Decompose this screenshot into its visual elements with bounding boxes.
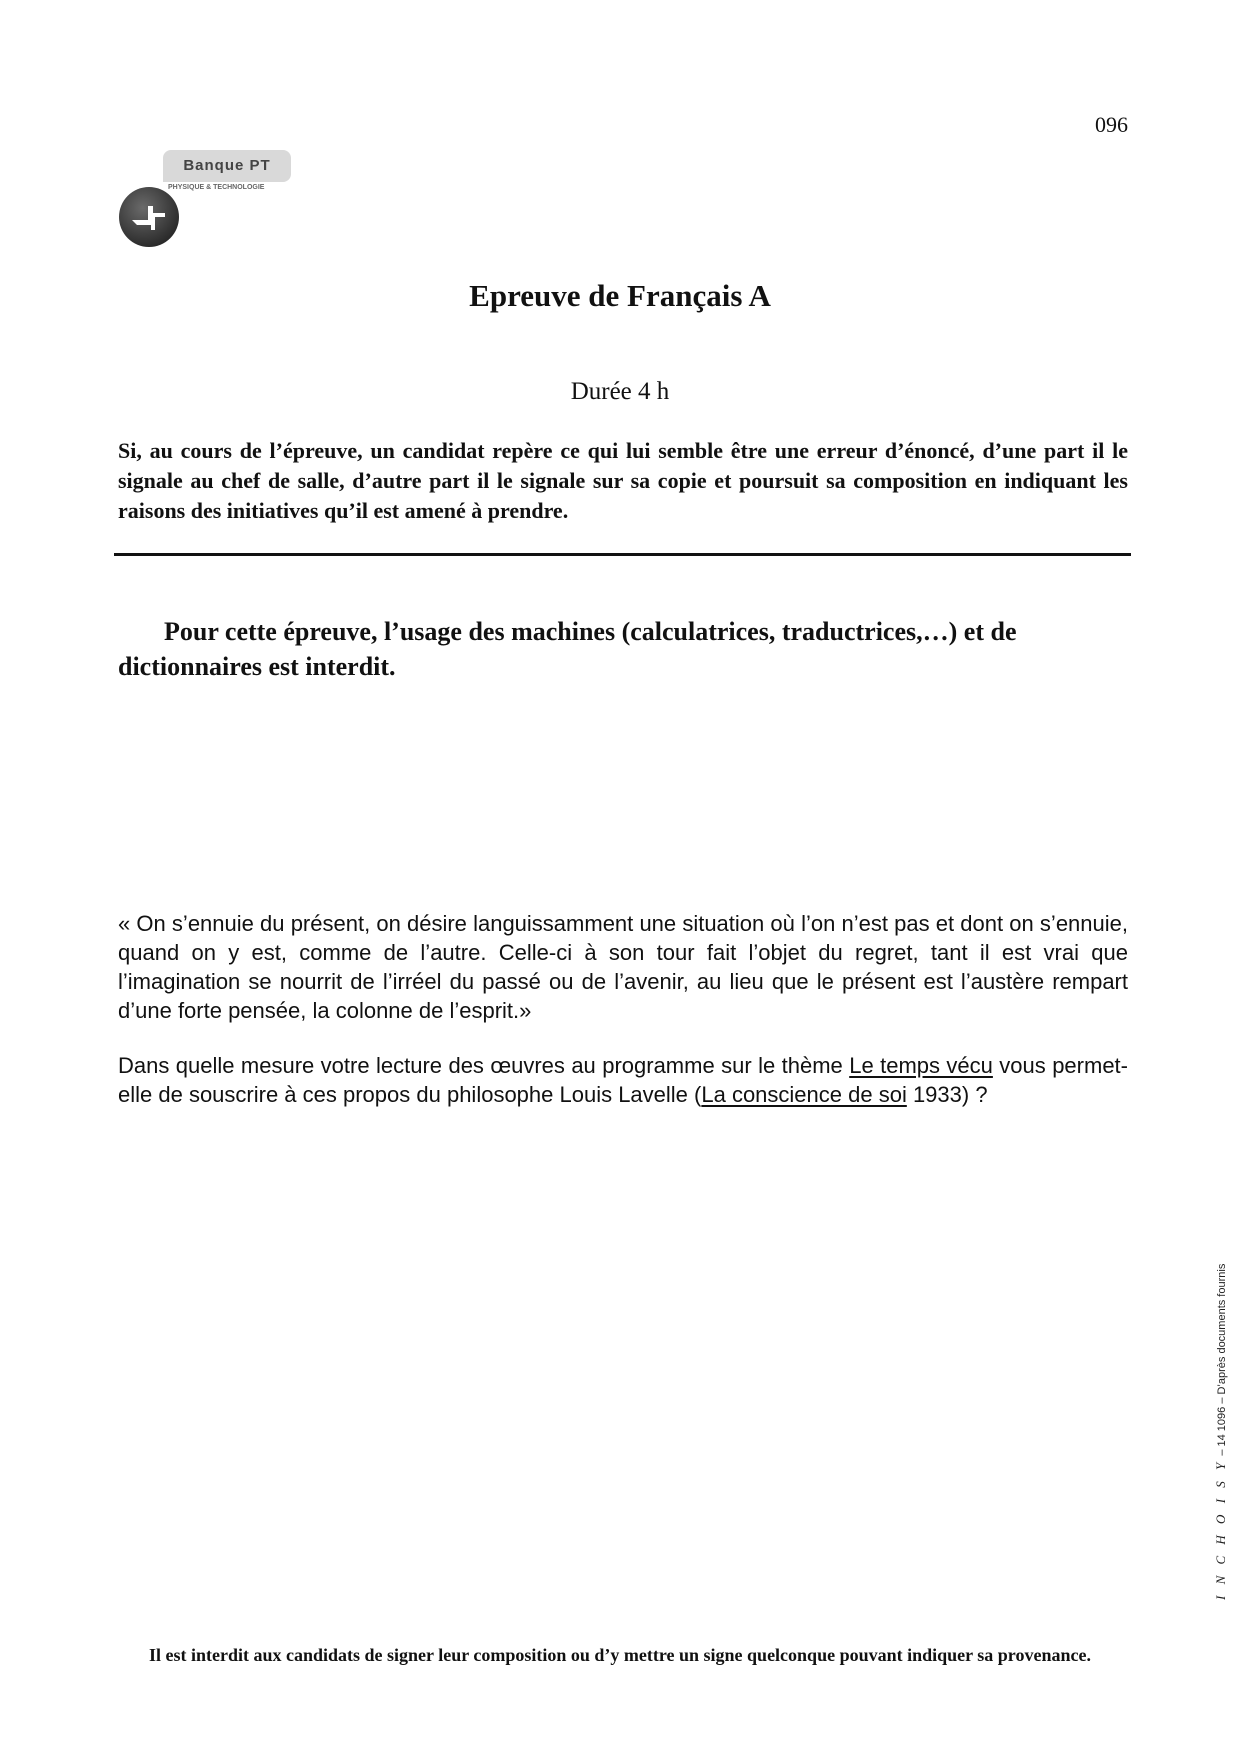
logo-emblem-icon xyxy=(118,186,180,248)
divider xyxy=(114,553,1131,556)
page-number: 096 xyxy=(1095,112,1128,137)
footer-notice: Il est interdit aux candidats de signer leur composition ou d’y mettre un signe quelconque pouvant indiquer sa provenance. xyxy=(149,1645,1091,1665)
theme-title: Le temps vécu xyxy=(849,1053,993,1078)
printer-mark xyxy=(1213,1264,1229,1600)
question-text-1: Dans quelle mesure votre lecture des œuvres au programme sur le thème xyxy=(118,1053,850,1078)
question-paragraph xyxy=(118,1051,1128,1109)
machines-rule: Pour cette épreuve, l’usage des machines (calculatrices, traductrices,…) et de dictionnaires est interdit. xyxy=(118,617,1017,681)
question-text-3: 1933) ? xyxy=(906,1082,988,1107)
banque-pt-logo xyxy=(118,150,298,250)
printer-name: I N C H O I S Y xyxy=(1213,1458,1228,1600)
quote-paragraph: « On s’ennuie du présent, on désire languissamment une situation où l’on n’est pas et dont on s’ennuie, quand on y est, comme de l’autre. Celle-ci à son tour fait l’objet du regret, tant il est vrai que l’imagination se nourrit de l’irréel du passé ou de l’avenir, au lieu que le présent est l’austère rempart d’une forte pensée, la colonne de l’esprit.» xyxy=(118,911,1128,1023)
exam-title: Epreuve de Français A xyxy=(469,278,771,313)
error-notice: Si, au cours de l’épreuve, un candidat repère ce qui lui semble être une erreur d’énoncé, d’une part il le signale au chef de salle, d’autre part il le signale sur sa copie et poursuit sa composition en indiquant les raisons des initiatives qu’il est amené à prendre. xyxy=(118,438,1128,523)
logo-subtitle: PHYSIQUE & TECHNOLOGIE xyxy=(168,184,265,191)
printer-reference: – 14 1096 – D’après documents fournis xyxy=(1216,1263,1228,1459)
question-text-2: vous permet-elle de souscrire à ces propos du philosophe Louis Lavelle ( xyxy=(118,1053,1128,1107)
work-title: La conscience de soi xyxy=(701,1082,907,1107)
exam-duration: Durée 4 h xyxy=(570,378,670,405)
logo-label: Banque PT xyxy=(163,150,291,182)
